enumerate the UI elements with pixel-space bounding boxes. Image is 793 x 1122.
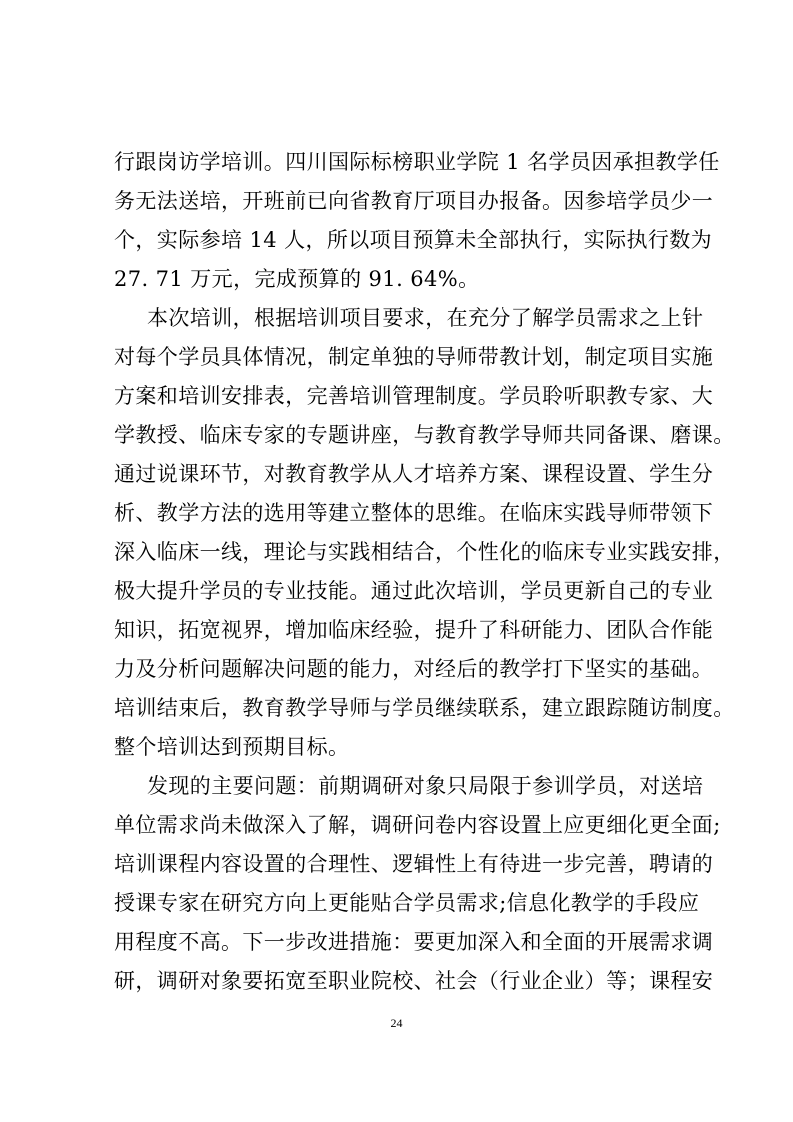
text-line: 知识，拓宽视界，增加临床经验，提升了科研能力、团队合作能 (114, 618, 714, 642)
text-line: 整个培训达到预期目标。 (114, 735, 350, 759)
text-line: 深入临床一线，理论与实践相结合，个性化的临床专业实践安排， (114, 540, 735, 564)
text-line: 极大提升学员的专业技能。通过此次培训，学员更新自己的专业 (114, 579, 714, 603)
text-line: 单位需求尚未做深入了解，调研问卷内容设置上应更细化更全面; (114, 813, 721, 837)
text-line: 力及分析问题解决问题的能力，对经后的教学打下坚实的基础。 (114, 657, 714, 681)
text-line: 务无法送培，开班前已向省教育厅项目办报备。因参培学员少一 (114, 189, 714, 213)
text-line: 对每个学员具体情况，制定单独的导师带教计划，制定项目实施 (114, 345, 714, 369)
text-line: 27. 71 万元，完成预算的 91. 64%。 (114, 267, 480, 291)
text-line: 授课专家在研究方向上更能贴合学员需求;信息化教学的手段应 (114, 891, 700, 915)
paragraph-first-line: 发现的主要问题：前期调研对象只局限于参训学员，对送培 (147, 774, 704, 798)
text-line: 学教授、临床专家的专题讲座，与教育教学导师共同备课、磨课。 (114, 423, 735, 447)
text-line: 析、教学方法的选用等建立整体的思维。在临床实践导师带领下 (114, 501, 714, 525)
text-line: 方案和培训安排表，完善培训管理制度。学员聆听职教专家、大 (114, 384, 714, 408)
text-line: 通过说课环节，对教育教学从人才培养方案、课程设置、学生分 (114, 462, 714, 486)
page-number: 24 (390, 1016, 403, 1030)
paragraph-first-line: 本次培训，根据培训项目要求，在充分了解学员需求之上针 (147, 306, 704, 330)
text-line: 用程度不高。下一步改进措施：要更加深入和全面的开展需求调 (114, 930, 714, 954)
text-line: 行跟岗访学培训。四川国际标榜职业学院 1 名学员因承担教学任 (114, 150, 720, 174)
text-line: 培训课程内容设置的合理性、逻辑性上有待进一步完善，聘请的 (114, 852, 714, 876)
text-line: 研，调研对象要拓宽至职业院校、社会（行业企业）等；课程安 (114, 969, 714, 993)
text-line: 个，实际参培 14 人，所以项目预算未全部执行，实际执行数为 (114, 228, 713, 252)
text-line: 培训结束后，教育教学导师与学员继续联系，建立跟踪随访制度。 (114, 696, 735, 720)
